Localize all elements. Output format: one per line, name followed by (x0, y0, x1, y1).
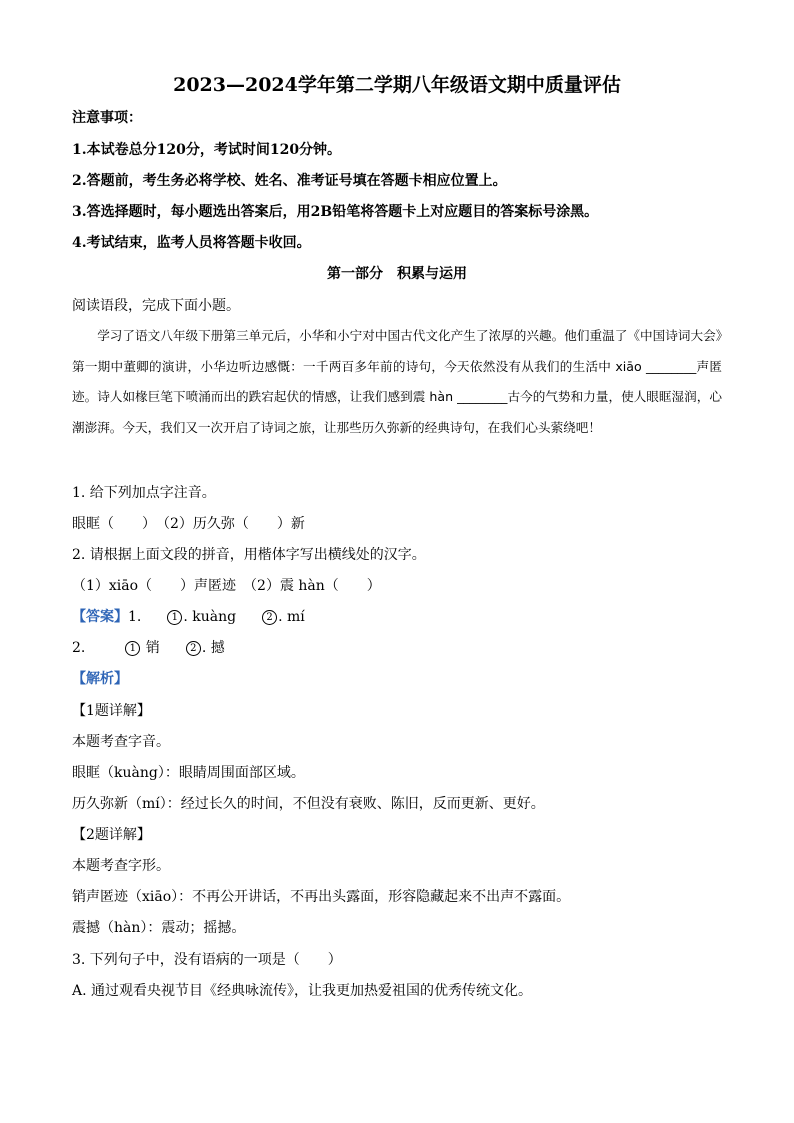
reading-intro: 阅读语段，完成下面小题。 (72, 298, 240, 314)
answer-q1-a-mark: 1 (167, 610, 182, 625)
answer-line-1 (72, 607, 722, 627)
answer-q2-a: 销 (141, 640, 160, 656)
detail-2-line-3: 震撼（hàn）：震动；摇撼。 (72, 920, 246, 936)
answer-q2-b: . 撼 (201, 640, 225, 656)
answer-q1-a: . kuàng (183, 609, 237, 625)
answer-q1-number: 1. (128, 609, 142, 625)
detail-2-line-1: 本题考查字形。 (72, 858, 170, 874)
detail-2-line-2: 销声匿迹（xiāo）：不再公开讲话，不再出头露面，形容隐藏起来不出声不露面。 (72, 889, 571, 905)
answer-q2-number: 2. (72, 640, 86, 656)
answer-q1-b-mark: 2 (262, 610, 277, 625)
notice-item-2: 2.答题前，考生务必将学校、姓名、准考证号填在答题卡相应位置上。 (72, 173, 507, 189)
question-1-items: 眼眶（ ） （2）历久弥（ ）新 (72, 516, 305, 532)
answer-line-2 (72, 638, 722, 658)
question-3-stem: 3. 下列句子中，没有语病的一项是（ ） (72, 952, 342, 968)
answer-q2-b-mark: 2 (186, 641, 201, 656)
detail-2-label: 【2题详解】 (72, 827, 151, 843)
notice-item-4: 4.考试结束，监考人员将答题卡收回。 (72, 235, 311, 251)
analysis-label: 【解析】 (72, 671, 128, 687)
question-1-stem: 1. 给下列加点字注音。 (72, 485, 216, 501)
detail-1-label: 【1题详解】 (72, 703, 151, 719)
question-2-stem: 2. 请根据上面文段的拼音，用楷体字写出横线处的汉字。 (72, 547, 426, 563)
page-title: 2023—2024学年第二学期八年级语文期中质量评估 (173, 74, 621, 96)
detail-1-line-2: 眼眶（kuàng）：眼睛周围面部区域。 (72, 765, 305, 781)
answer-label: 【答案】 (72, 609, 128, 625)
answer-q1-b: . mí (278, 609, 305, 625)
detail-1-line-1: 本题考查字音。 (72, 734, 170, 750)
section-title: 第一部分 积累与运用 (327, 266, 467, 282)
question-2-items: （1）xiāo（ ）声匿迹 （2）震 hàn（ ） (72, 578, 381, 594)
notice-item-3: 3.答选择题时，每小题选出答案后，用2B铅笔将答题卡上对应题目的答案标号涂黑。 (72, 204, 599, 220)
detail-1-line-3: 历久弥新（mí）：经过长久的时间，不但没有衰败、陈旧，反而更新、更好。 (72, 796, 545, 812)
notice-item-1: 1.本试卷总分120分，考试时间120分钟。 (72, 142, 342, 158)
question-3-option-a: A. 通过观看央视节目《经典咏流传》，让我更加热爱祖国的优秀传统文化。 (72, 983, 533, 999)
notice-heading: 注意事项： (72, 110, 142, 126)
answer-q2-a-mark: 1 (125, 641, 140, 656)
reading-passage: 学习了语文八年级下册第三单元后，小华和小宁对中国古代文化产生了浓厚的兴趣。他们重温了《中国诗词大会》第一期中董卿的演讲，小华边听边感慨：一千两百多年前的诗句，今天依然没有从我们的生活中 xiāo ________声匿迹。诗人如椽巨笔下喷涌而出的跌宕起伏的情感，让我们感到震 hàn ________古今的气势和力量，使人眼眶湿润，心潮澎湃。今天，我们又一次开启了诗词之旅，让那些历久弥新的经典诗句，在我们心头萦绕吧！ (72, 328, 722, 435)
